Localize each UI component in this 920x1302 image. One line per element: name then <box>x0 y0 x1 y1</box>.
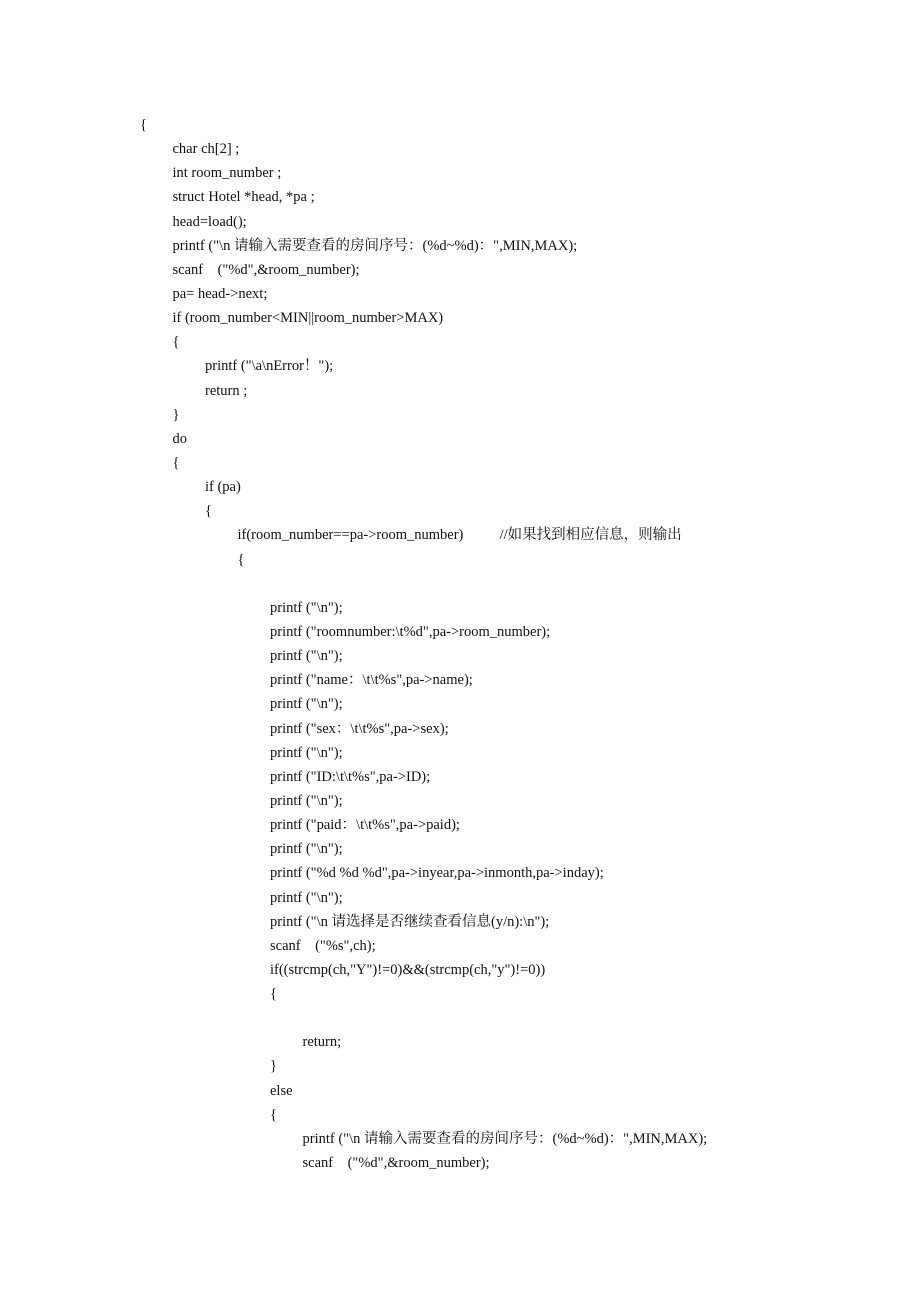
code-line: if(room_number==pa->room_number) //如果找到相应信息，则输出 <box>237 527 682 544</box>
code-line: printf ("\n 请选择是否继续查看信息(y/n):\n"); <box>270 913 550 930</box>
code-line: if (room_number<MIN||room_number>MAX) <box>172 310 444 327</box>
code-line: { <box>172 334 180 351</box>
code-line <box>140 572 900 596</box>
code-line: printf ("\n"); <box>270 744 343 761</box>
code-line: scanf ("%d",&room_number); <box>302 1155 490 1172</box>
code-line: if((strcmp(ch,"Y")!=0)&&(strcmp(ch,"y")!=0)) <box>270 961 546 978</box>
code-line: pa= head->next; <box>172 285 268 302</box>
code-line: { <box>237 551 245 568</box>
code-line: printf ("sex：\t\t%s",pa->sex); <box>270 720 449 737</box>
code-line: printf ("\n"); <box>270 599 343 616</box>
code-line: return; <box>302 1034 342 1051</box>
code-line: printf ("\n"); <box>270 792 343 809</box>
code-line: { <box>205 503 212 520</box>
code-line: scanf ("%d",&room_number); <box>172 261 360 278</box>
code-line: printf ("name：\t\t%s",pa->name); <box>270 672 473 689</box>
code-listing <box>140 113 900 1175</box>
code-line <box>140 1006 900 1030</box>
code-line: { <box>270 1106 277 1123</box>
code-line: else <box>270 1082 293 1099</box>
code-line: } <box>172 406 180 423</box>
code-line: int room_number ; <box>172 165 282 182</box>
code-line: printf ("paid：\t\t%s",pa->paid); <box>270 817 460 834</box>
code-line: char ch[2] ; <box>172 141 240 158</box>
code-line: printf ("\n"); <box>270 648 343 665</box>
code-line: } <box>270 1058 277 1075</box>
code-line: scanf ("%s",ch); <box>270 937 376 954</box>
code-line: printf ("roomnumber:\t%d",pa->room_number); <box>270 623 551 640</box>
code-line: printf ("%d %d %d",pa->inyear,pa->inmonth,pa->inday); <box>270 865 604 882</box>
code-line: struct Hotel *head, *pa ; <box>172 189 315 206</box>
code-line: { <box>140 117 147 133</box>
code-line: printf ("ID:\t\t%s",pa->ID); <box>270 768 431 785</box>
code-line: do <box>172 430 187 447</box>
code-line: if (pa) <box>205 479 241 496</box>
code-line: head=load(); <box>172 213 247 230</box>
code-line: printf ("\n 请输入需要查看的房间序号：(%d~%d)：",MIN,MAX); <box>302 1130 708 1147</box>
code-line: printf ("\a\nError！"); <box>205 358 334 375</box>
code-line: printf ("\n"); <box>270 889 343 906</box>
code-line: return ; <box>205 382 248 399</box>
code-line: printf ("\n 请输入需要查看的房间序号：(%d~%d)：",MIN,MAX); <box>172 237 578 254</box>
code-line: { <box>172 454 180 471</box>
code-line: printf ("\n"); <box>270 696 343 713</box>
code-line: { <box>270 986 277 1003</box>
code-line: printf ("\n"); <box>270 841 343 858</box>
